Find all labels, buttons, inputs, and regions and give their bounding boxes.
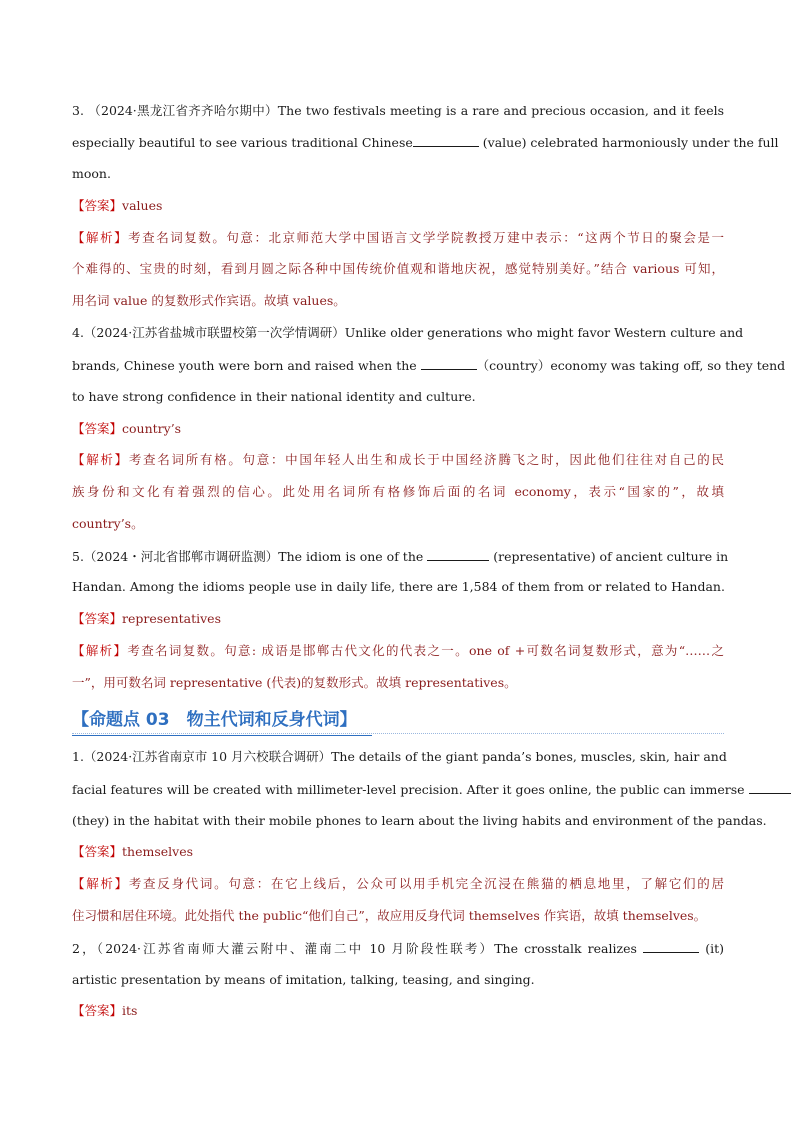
p1-analysis-line-1: 【解析】考查反身代词。句意：在它上线后，公众可以用手机完全沉浸在熊猫的栖息地里，了解它们的居 [72, 876, 724, 891]
fill-blank [643, 939, 699, 953]
section-heading: 【命题点 03 物主代词和反身代词】 [72, 707, 372, 736]
q3-line-1: 3. （2024·黑龙江省齐齐哈尔期中）The two festivals meeting is a rare and precious occasion, and it feels [72, 103, 724, 118]
fill-blank [427, 547, 489, 561]
p1-answer: 【答案】themselves [72, 844, 194, 859]
p1-analysis-line-2: 住习惯和居住环境。此处指代 the public“他们自己”，故应用反身代词 themselves 作宾语，故填 themselves。 [72, 908, 707, 923]
q4-analysis-line-1: 【解析】考查名词所有格。句意：中国年轻人出生和成长于中国经济腾飞之时，因此他们往往对自己的民 [72, 452, 724, 467]
p1-line-3: (they) in the habitat with their mobile phones to learn about the living habits and environment of the pandas. [72, 813, 767, 828]
q4-line-3: to have strong confidence in their national identity and culture. [72, 389, 476, 404]
p1-line-2: facial features will be created with millimeter-level precision. After it goes online, the public can immerse [72, 780, 724, 799]
q3-line-2: especially beautiful to see various traditional Chinese (value) celebrated harmoniously under the full [72, 135, 779, 150]
q5-analysis-line-2: 一”，用可数名词 representative (代表)的复数形式。故填 representatives。 [72, 675, 517, 690]
q4-analysis-line-2: 族身份和文化有着强烈的信心。此处用名词所有格修饰后面的名词 economy，表示“国家的”，故填 [72, 484, 724, 499]
q3-analysis-line-3: 用名词 value 的复数形式作宾语。故填 values。 [72, 293, 346, 308]
p2-answer: 【答案】its [72, 1003, 138, 1018]
fill-blank [749, 780, 791, 794]
fill-blank [421, 356, 477, 370]
p2-line-1: 2，（2024·江苏省南师大灌云附中、灌南二中 10 月阶段性联考）The crosstalk realizes (it) [72, 941, 724, 956]
q3-analysis-line-2: 个难得的、宝贵的时刻，看到月圆之际各种中国传统价值观和谐地庆祝，感觉特别美好。”结合 various 可知， [72, 261, 724, 276]
q5-analysis-line-1: 【解析】考查名词复数。句意: 成语是邯郸古代文化的代表之一。one of +可数名词复数形式，意为“……之 [72, 643, 724, 658]
q4-answer: 【答案】country’s [72, 421, 182, 436]
q3-line-3: moon. [72, 166, 111, 181]
q5-line-2: Handan. Among the idioms people use in daily life, there are 1,584 of them from or related to Handan. [72, 579, 725, 594]
q4-line-2: brands, Chinese youth were born and raised when the （country）economy was taking off, so they tend [72, 358, 786, 373]
q3-answer: 【答案】values [72, 198, 163, 213]
heading-divider [72, 733, 724, 734]
q5-line-1: 5.（2024・河北省邯郸市调研监测）The idiom is one of the (representative) of ancient culture in [72, 549, 729, 564]
q5-answer: 【答案】representatives [72, 611, 221, 626]
p2-line-2: artistic presentation by means of imitation, talking, teasing, and singing. [72, 972, 535, 987]
q3-analysis-line-1: 【解析】考查名词复数。句意：北京师范大学中国语言文学学院教授万建中表示：“这两个节日的聚会是一 [72, 230, 724, 245]
p1-line-1: 1.（2024·江苏省南京市 10 月六校联合调研）The details of the giant panda’s bones, muscles, skin, hair and [72, 749, 727, 764]
q4-analysis-line-3: country’s。 [72, 516, 144, 531]
q4-line-1: 4.（2024·江苏省盐城市联盟校第一次学情调研）Unlike older generations who might favor Western culture and [72, 325, 744, 340]
fill-blank [413, 133, 479, 147]
